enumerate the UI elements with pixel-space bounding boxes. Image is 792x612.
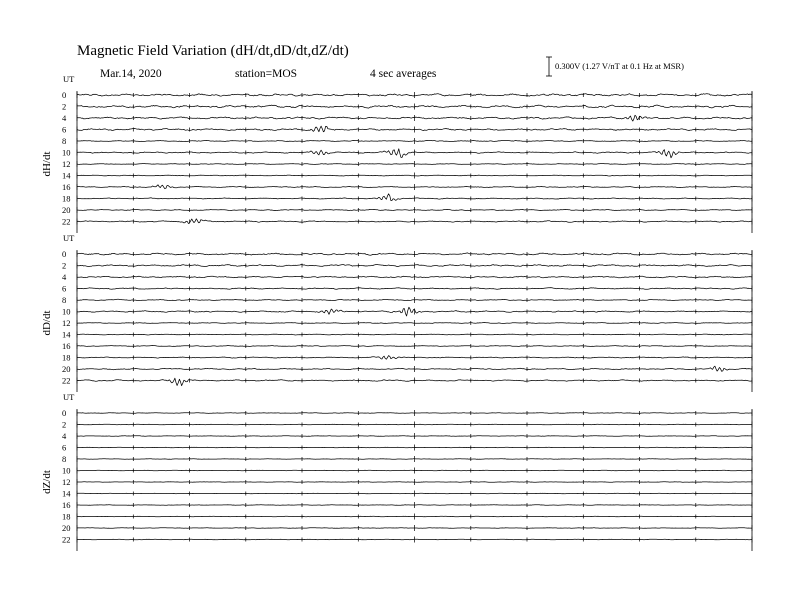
trace-row xyxy=(77,505,752,506)
row-hour-label: 18 xyxy=(62,193,71,204)
trace-row xyxy=(77,528,752,529)
scale-label: 0.300V (1.27 V/nT at 0.1 Hz at MSR) xyxy=(555,61,684,71)
averaging-label: 4 sec averages xyxy=(370,68,437,80)
row-hour-label: 14 xyxy=(62,488,71,499)
row-hour-label: 2 xyxy=(62,419,67,430)
row-hour-label: 18 xyxy=(62,511,71,522)
panel-1 xyxy=(41,74,752,233)
row-hour-label: 8 xyxy=(62,295,67,305)
panel-label: dH/dt xyxy=(41,151,53,177)
row-hour-label: 16 xyxy=(62,182,71,192)
row-hour-label: 6 xyxy=(62,124,67,135)
chart-title: Magnetic Field Variation (dH/dt,dD/dt,dZ/dt) xyxy=(77,43,349,59)
row-hour-label: 10 xyxy=(62,306,71,317)
panels xyxy=(41,74,752,551)
row-hour-label: 10 xyxy=(62,147,71,158)
row-hour-label: 18 xyxy=(62,352,71,363)
panel-2 xyxy=(41,233,752,392)
row-hour-label: 0 xyxy=(62,408,67,418)
row-hour-label: 20 xyxy=(62,364,71,374)
panel-3 xyxy=(41,392,752,551)
trace-row xyxy=(77,436,752,437)
row-hour-label: 22 xyxy=(62,216,71,227)
trace-row xyxy=(77,164,752,165)
trace-row xyxy=(77,459,752,460)
trace-row xyxy=(77,413,752,414)
row-hour-label: 22 xyxy=(62,534,71,545)
ut-label: UT xyxy=(63,233,75,243)
row-hour-label: 0 xyxy=(62,249,67,259)
row-hour-label: 14 xyxy=(62,329,71,340)
row-hour-label: 4 xyxy=(62,113,67,123)
row-hour-label: 0 xyxy=(62,90,67,100)
panel-label: dD/dt xyxy=(41,310,53,336)
row-hour-label: 12 xyxy=(62,159,71,169)
row-hour-label: 12 xyxy=(62,318,71,328)
row-hour-label: 2 xyxy=(62,260,67,271)
row-hour-label: 16 xyxy=(62,341,71,351)
trace-row xyxy=(77,424,752,425)
ut-label: UT xyxy=(63,74,75,84)
row-hour-label: 8 xyxy=(62,454,67,464)
row-hour-label: 2 xyxy=(62,101,67,112)
row-hour-label: 6 xyxy=(62,442,67,453)
row-hour-label: 16 xyxy=(62,500,71,510)
row-hour-label: 10 xyxy=(62,465,71,476)
trace-row xyxy=(77,346,752,347)
row-hour-label: 12 xyxy=(62,477,71,487)
row-hour-label: 4 xyxy=(62,431,67,441)
panel-label: dZ/dt xyxy=(41,470,53,494)
date-label: Mar.14, 2020 xyxy=(100,68,162,80)
trace-row xyxy=(77,516,752,517)
row-hour-label: 22 xyxy=(62,375,71,386)
scale-bar xyxy=(546,57,684,76)
station-label: station=MOS xyxy=(235,68,298,80)
row-hour-label: 20 xyxy=(62,523,71,533)
trace-row xyxy=(77,447,752,448)
row-hour-label: 14 xyxy=(62,170,71,181)
trace-row xyxy=(77,470,752,471)
row-hour-label: 4 xyxy=(62,272,67,282)
row-hour-label: 20 xyxy=(62,205,71,215)
ut-label: UT xyxy=(63,392,75,402)
row-hour-label: 6 xyxy=(62,283,67,294)
row-hour-label: 8 xyxy=(62,136,67,146)
